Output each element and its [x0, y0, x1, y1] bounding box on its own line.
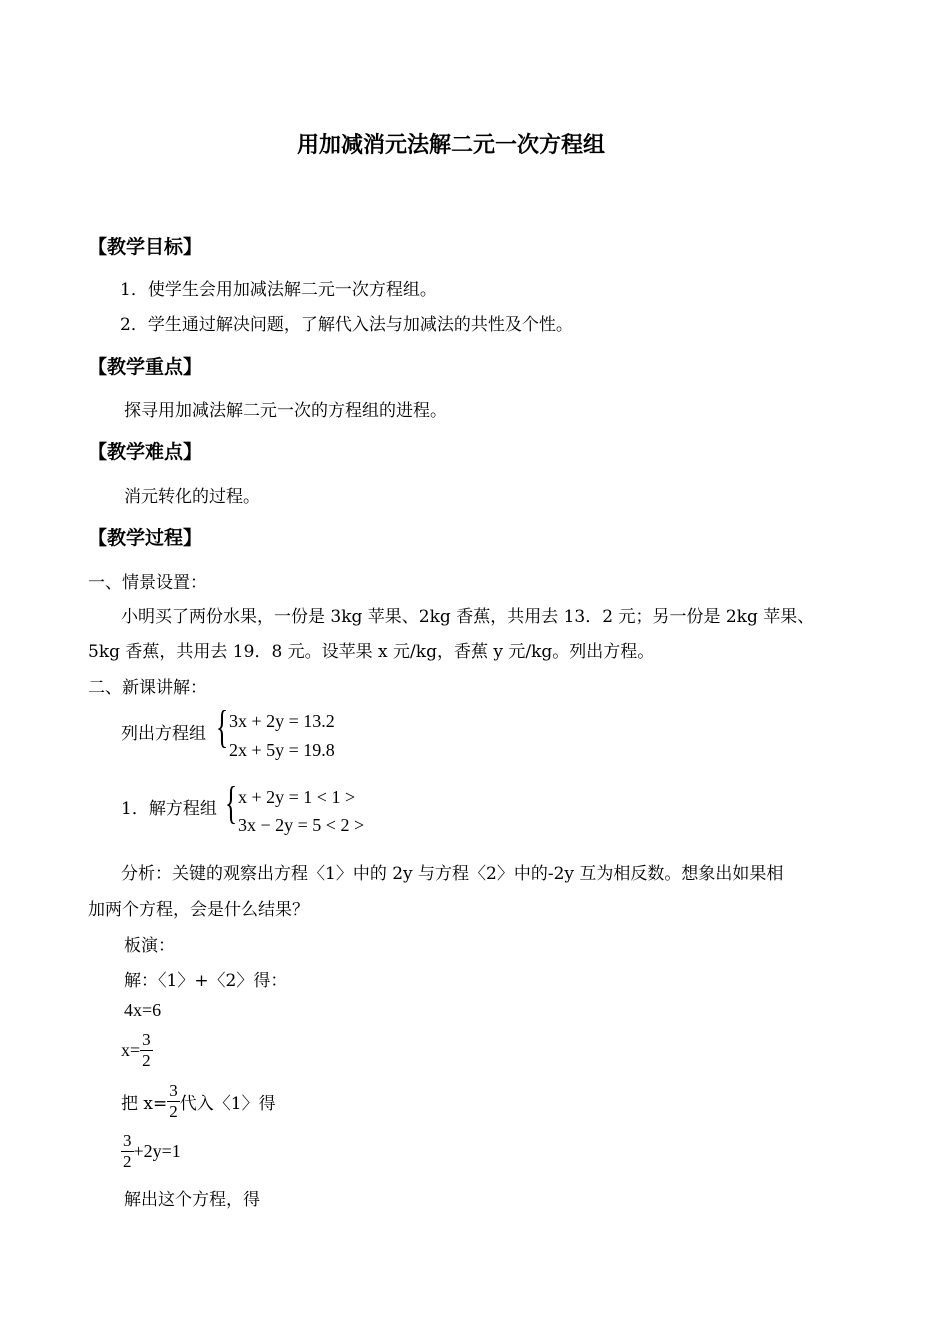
- scenario-line-1: 小明买了两份水果，一份是 3kg 苹果、2kg 香蕉，共用去 13．2 元；另一份是 2kg 苹果、: [121, 607, 815, 627]
- substituted-equation-line: [121, 1131, 181, 1172]
- fraction-three-halves: [121, 1131, 134, 1172]
- substitution-suffix: 代入〈1〉得: [179, 1094, 276, 1114]
- analysis-line-1: 分析：关键的观察出方程〈1〉中的 2y 与方程〈2〉中的-2y 互为相反数。想象出如果相: [121, 864, 784, 884]
- fraction-denominator: 2: [142, 1051, 151, 1070]
- system1-brace: {: [216, 701, 229, 752]
- system1-eq1: 3x + 2y = 13.2: [229, 711, 335, 731]
- process-heading: 【教学过程】: [88, 527, 203, 549]
- system2-eq2: 3x − 2y = 5 < 2 >: [238, 815, 365, 835]
- x-equals-fraction-line: [121, 1030, 153, 1071]
- system2-label: 1．解方程组: [121, 799, 217, 819]
- step-4x-equals-6: 4x=6: [124, 1000, 162, 1020]
- fraction-denominator: 2: [123, 1152, 132, 1171]
- system2-eq1: x + 2y = 1 < 1 >: [238, 787, 356, 807]
- key-points-heading: 【教学重点】: [88, 356, 203, 378]
- analysis-line-2: 加两个方程，会是什么结果？: [88, 900, 309, 920]
- difficulties-heading: 【教学难点】: [88, 441, 203, 463]
- fraction-three-halves: [167, 1081, 180, 1122]
- objectives-heading: 【教学目标】: [88, 236, 203, 258]
- x-equals-label: x=: [121, 1040, 141, 1060]
- fraction-numerator: 3: [123, 1131, 132, 1150]
- system2-brace: {: [225, 777, 238, 828]
- system1-label: 列出方程组: [121, 724, 206, 744]
- fraction-denominator: 2: [169, 1102, 178, 1121]
- equation-suffix: +2y=1: [133, 1141, 181, 1161]
- difficulties-text: 消元转化的过程。: [124, 487, 260, 507]
- solve-step: 解：〈1〉+〈2〉得：: [124, 971, 288, 991]
- substitution-line: [121, 1081, 276, 1122]
- substitution-prefix: 把 x=: [121, 1094, 168, 1114]
- objective-item-2: 2．学生通过解决问题，了解代入法与加减法的共性及个性。: [120, 315, 573, 335]
- board-label: 板演：: [124, 936, 175, 956]
- system1-eq2: 2x + 5y = 19.8: [229, 740, 335, 760]
- scenario-line-2: 5kg 香蕉，共用去 19．8 元。设苹果 x 元/kg，香蕉 y 元/kg。列出方程。: [88, 642, 655, 662]
- section-new-lesson-heading: 二、新课讲解：: [88, 678, 207, 698]
- fraction-three-halves: [140, 1030, 153, 1071]
- objective-item-1: 1．使学生会用加减法解二元一次方程组。: [120, 280, 437, 300]
- section-scenario-heading: 一、情景设置：: [88, 573, 207, 593]
- fraction-numerator: 3: [142, 1030, 151, 1049]
- key-points-text: 探寻用加减法解二元一次的方程组的进程。: [124, 401, 447, 421]
- solve-this-text: 解出这个方程，得: [124, 1190, 260, 1210]
- page-title: 用加减消元法解二元一次方程组: [297, 133, 606, 158]
- fraction-numerator: 3: [169, 1081, 178, 1100]
